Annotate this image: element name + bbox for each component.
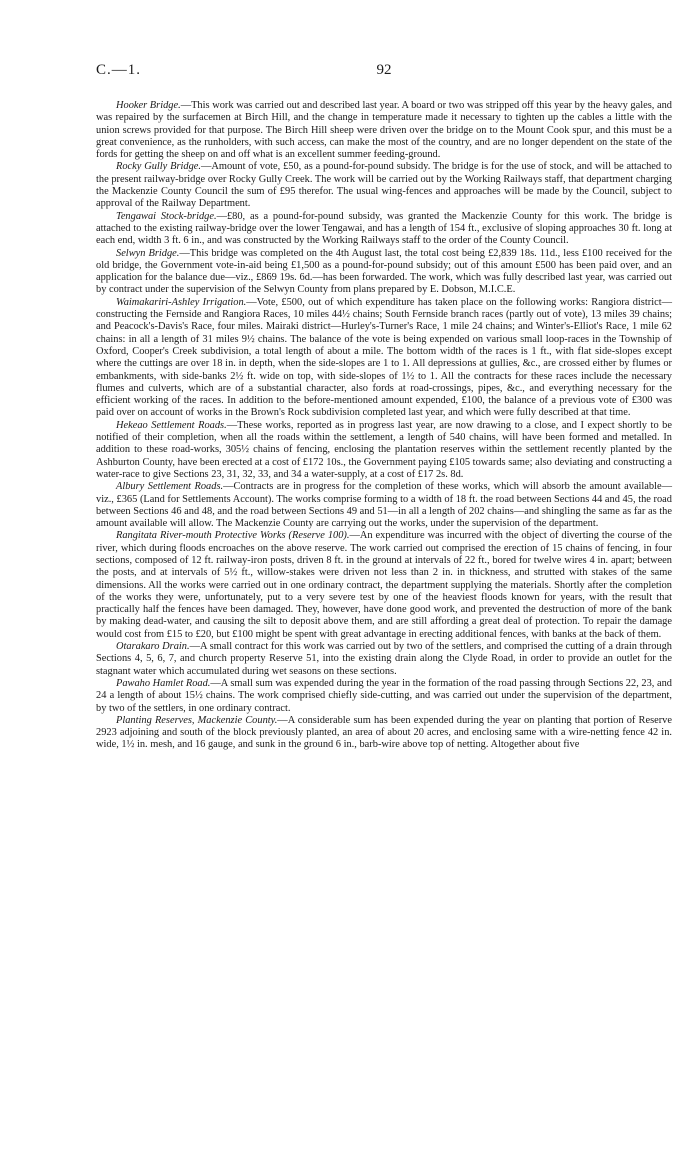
paragraph-title: Selwyn Bridge. [116, 247, 180, 259]
paragraph-text: —Amount of vote, £50, as a pound-for-pound subsidy. The bridge is for the use of stock, and will be attached to the present railway-bridge over Rocky Gully Creek. The work will be carried out by the Working Railways staff, that department charging the Mackenzie County Council the sum of £95 therefor. The usual wing-fences and approaches will be made by the Council, subject to approval of the Railway Department. [96, 161, 672, 210]
paragraph-rocky-gully-bridge [96, 161, 672, 210]
paragraph-title: Albury Settlement Roads. [116, 481, 224, 493]
paragraph-selwyn-bridge [96, 248, 672, 297]
paragraph-text: —A small contract for this work was carried out by two of the settlers, and comprised the cutting of a drain through Sections 4, 5, 6, 7, and church property Reserve 51, into the existing drain along the Clyde Road, in order to provide an outlet for the stagnant water which accumulated during wet seasons on these sections. [96, 641, 672, 677]
paragraph-title: Pawaho Hamlet Road. [116, 677, 211, 689]
paragraph-text: —A considerable sum has been expended during the year on planting that portion of Reserve 2923 adjoining and south of the block previously planted, an area of about 20 acres, and enclosing same with a wire-netting fence 42 in. wide, 1½ in. mesh, and 16 gauge, and sunk in the ground 6 in., barb-wire above top of netting. Altogether about five [96, 714, 672, 751]
paragraph-text: —Contracts are in progress for the completion of these works, which will absorb the amount available—viz., £365 (Land for Settlements Account). The works comprise forming to a width of 18 ft. the road between Sections 44 and 45, the road between Sections 46 and 48, and the road between Sections 49 and 51—in all a length of 202 chains—and shingling the same as far as the amount available will allow. The Mackenzie County are carrying out the works, under the supervision of the department. [96, 481, 673, 530]
paragraph-title: Hooker Bridge. [116, 100, 181, 111]
paragraph-text: —A small sum was expended during the year in the formation of the road passing through Sections 22, 23, and 24 a length of about 15½ chains. The work comprised chiefly side-cutting, and was carried out under the supervision of the department, by two of the settlers, in one ordinary contract. [96, 677, 673, 714]
paragraph-title: Hekeao Settlement Roads. [116, 419, 227, 431]
paragraph-waimakariri-ashley-irrigation [96, 297, 672, 420]
paragraph-text: —An expenditure was incurred with the object of diverting the course of the river, which during floods encroaches on the above reserve. The work carried out comprised the erection of 15 chains of fencing, in four sections, composed of 12 ft. railway-iron posts, driven 8 ft. in the ground at intervals of 22 ft., bored for twelve wires 4 in. apart; between the posts, and at intervals of 5½ ft., willow-stakes were driven not less than 2 in. in thickness, and strutted with stakes of the same dimensions. All the works were carried out in one ordinary contract, the department supplying the materials. Shortly after the completion of the works they were, unfortunately, put to a very severe test by one of the heaviest floods known for years, with the result that practically half the fences have been damaged. They, however, have done good work, and prevented the destruction of more of the bank by making dead-water, and causing the silt to deposit above them, and are still affording a great deal of protection. To repair the damage would cost from £15 to £20, but £100 might be spent with great advantage in erecting additional fences, with banks at the back of them. [96, 530, 672, 640]
paragraph-title: Tengawai Stock-bridge. [116, 210, 217, 222]
paragraph-text: —This bridge was completed on the 4th August last, the total cost being £2,839 18s. 11d., less £100 received for the old bridge, the Government vote-in-aid being £1,500 as a pound-for-pound subsidy; out of this amount £500 has been paid over, and an application for the balance due—viz., £869 19s. 6d.—has been forwarded. The work, which was fully described last year, was carried out by contract under the supervision of the Selwyn County from plans prepared by E. Dobson, M.I.C.E. [96, 247, 672, 296]
paragraph-title: Rocky Gully Bridge. [116, 161, 201, 173]
paragraph-title: Rangitata River-mouth Protective Works (Reserve 100). [116, 530, 350, 542]
page-number: 92 [376, 62, 392, 78]
paragraph-title: Planting Reserves, Mackenzie County. [116, 714, 278, 726]
paragraph-text: —£80, as a pound-for-pound subsidy, was granted the Mackenzie County for this work. The bridge is attached to the existing railway-bridge over the lower Tengawai, and has a length of 154 ft., exclusive of sloping approaches 30 ft. long at each end, width 3 ft. 6 in., and was constructed by the Working Railways staff to the order of the County Council. [96, 210, 672, 247]
section-label: C.—1. [96, 62, 142, 78]
paragraph-title: Otarakaro Drain. [116, 641, 190, 653]
paragraph-text: —Vote, £500, out of which expenditure has taken place on the following works: Rangiora district—constructing the Fernside and Rangiora Races, 10 miles 44½ chains; South Fernside branch races (partly out of vote), 13 miles 39 chains; and Peacock's-Davis's Race, four miles. Mairaki district—Hurley's-Turner's Race, 1 mile 24 chains; and Winter's-Elliot's Race, 1 mile 62 chains: in all a length of 31 miles 9½ chains. The balance of the vote is being expended on various small loop-races in the Township of Oxford, Cooper's Creek subdivision, a total length of about a mile. The bottom width of the races is 1 ft., with flat side-slopes except where the cuttings are over 18 in. in depth, when the side-slopes are 1 to 1. All depressions at gullies, &c., are crossed either by flumes or embankments, with side-banks 2½ ft. wide on top, with side-slopes of 1½ to 1. All the contracts for these races include the necessary flumes and culverts, which are of a substantial character, also fords at road-crossings, pipes, &c., and everything necessary for the efficient working of the races. In addition to the before-mentioned amount expended, £100, the balance of a previous vote of £300 was paid over on account of works in the Brown's Rock subdivision completed last year, and which were fully described at that time. [96, 296, 672, 419]
paragraph-planting-reserves [96, 715, 672, 752]
paragraph-pawaho-hamlet-road [96, 678, 672, 715]
paragraph-text: —These works, reported as in progress last year, are now drawing to a close, and I expect shortly to be notified of their completion, when all the roads within the settlement, a length of 540 chains, will have been formed and metalled. In addition to these road-works, 305½ chains of fencing, enclosing the plantation reserves within the settlement recently planted by the Ashburton County, have been erected at a cost of £172 10s., the Government paying £105 towards same; also deviating and constructing a water-race to give Sections 23, 31, 32, 33, and 34 a water-supply, at a cost of £17 2s. 8d. [96, 419, 672, 480]
paragraph-rangitata-river-mouth [96, 530, 672, 641]
page-body [96, 100, 672, 752]
paragraph-albury-settlement-roads [96, 481, 672, 530]
paragraph-hooker-bridge [96, 100, 672, 161]
page-header [96, 62, 672, 82]
paragraph-otarakaro-drain [96, 641, 672, 678]
paragraph-tengawai-stock-bridge [96, 211, 672, 248]
paragraph-title: Waimakariri-Ashley Irrigation. [116, 296, 247, 308]
paragraph-text: —This work was carried out and described last year. A board or two was stripped off this year by the heavy gales, and was repaired by the surfacemen at Birch Hill, and the change in temperature made it necessary to tighten up the cables a little with the union screws provided for that purpose. The Birch Hill sheep were driven over the bridge on to the Mount Cook spur, and this must be a great convenience, as the runholders, with such access, can make the most of the country, and are no longer dependent on the state of the fords for getting the sheep on and off what is an excellent summer feeding-ground. [96, 100, 673, 161]
paragraph-hekeao-settlement-roads [96, 420, 672, 481]
